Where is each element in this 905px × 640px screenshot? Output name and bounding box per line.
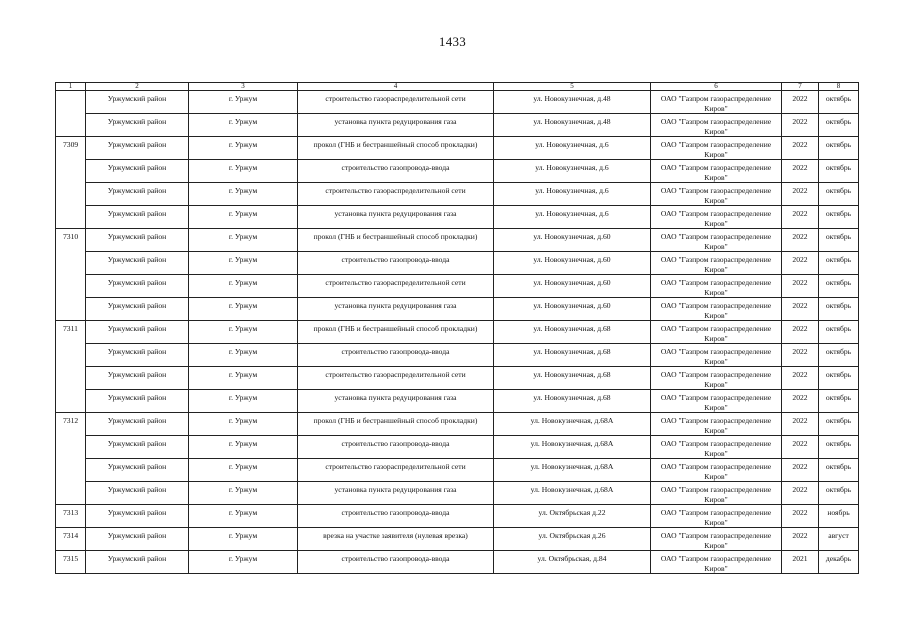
organization-cell — [651, 298, 782, 321]
month-cell: октябрь — [819, 137, 859, 160]
row-id-cell — [56, 91, 86, 114]
organization-line: ОАО "Газпром газораспределение — [660, 117, 772, 126]
column-number: 8 — [819, 83, 859, 91]
organization-line: Киров" — [704, 264, 728, 274]
address-cell: ул. Новокузнечная, д.68А — [494, 482, 651, 505]
table-row — [56, 183, 859, 206]
row-id-cell — [56, 298, 86, 321]
work-type-cell: строительство газораспределительной сети — [298, 459, 494, 482]
organization-line: Киров" — [704, 126, 728, 136]
address-cell: ул. Новокузнечная, д.6 — [494, 160, 651, 183]
table-row — [56, 298, 859, 321]
organization-line: Киров" — [704, 218, 728, 228]
town-cell: г. Уржум — [189, 91, 298, 114]
organization-line: Киров" — [704, 103, 728, 113]
table-row — [56, 367, 859, 390]
month-cell: октябрь — [819, 275, 859, 298]
district-cell: Уржумский район — [86, 183, 189, 206]
work-type-cell: установка пункта редуцирования газа — [298, 206, 494, 229]
row-id-cell: 7309 — [56, 137, 86, 160]
address-cell: ул. Новокузнечная, д.60 — [494, 275, 651, 298]
row-id-cell: 7310 — [56, 229, 86, 252]
organization-cell — [651, 183, 782, 206]
organization-cell — [651, 252, 782, 275]
district-cell: Уржумский район — [86, 459, 189, 482]
address-cell: ул. Октябрьская, д.84 — [494, 551, 651, 574]
address-cell: ул. Новокузнечная, д.68А — [494, 413, 651, 436]
table-row — [56, 551, 859, 574]
organization-line: ОАО "Газпром газораспределение — [660, 255, 772, 264]
organization-cell — [651, 137, 782, 160]
column-number: 6 — [651, 83, 782, 91]
month-cell: ноябрь — [819, 505, 859, 528]
organization-line: Киров" — [704, 310, 728, 320]
address-cell: ул. Новокузнечная, д.68 — [494, 344, 651, 367]
organization-line: ОАО "Газпром газораспределение — [660, 485, 772, 494]
year-cell: 2022 — [782, 459, 819, 482]
district-cell: Уржумский район — [86, 114, 189, 137]
address-cell: ул. Новокузнечная, д.68 — [494, 390, 651, 413]
organization-line: ОАО "Газпром газораспределение — [660, 94, 772, 103]
address-cell: ул. Октябрьская д.26 — [494, 528, 651, 551]
organization-line: ОАО "Газпром газораспределение — [660, 278, 772, 287]
column-number: 3 — [189, 83, 298, 91]
month-cell: октябрь — [819, 298, 859, 321]
table-row — [56, 160, 859, 183]
address-cell: ул. Новокузнечная, д.6 — [494, 183, 651, 206]
row-id-cell — [56, 344, 86, 367]
year-cell: 2022 — [782, 413, 819, 436]
organization-line: ОАО "Газпром газораспределение — [660, 163, 772, 172]
row-id-cell — [56, 275, 86, 298]
organization-cell — [651, 160, 782, 183]
district-cell: Уржумский район — [86, 528, 189, 551]
work-type-cell: строительство газопровода-ввода — [298, 344, 494, 367]
district-cell: Уржумский район — [86, 252, 189, 275]
column-number: 5 — [494, 83, 651, 91]
year-cell: 2022 — [782, 436, 819, 459]
work-type-cell: прокол (ГНБ и бестраншейный способ прокладки) — [298, 321, 494, 344]
address-cell: ул. Новокузнечная, д.6 — [494, 206, 651, 229]
organization-line: ОАО "Газпром газораспределение — [660, 301, 772, 310]
district-cell: Уржумский район — [86, 390, 189, 413]
organization-cell — [651, 413, 782, 436]
organization-cell — [651, 321, 782, 344]
row-id-cell — [56, 436, 86, 459]
organization-cell — [651, 551, 782, 574]
year-cell: 2021 — [782, 551, 819, 574]
row-id-cell — [56, 160, 86, 183]
organization-line: ОАО "Газпром газораспределение — [660, 232, 772, 241]
column-number: 2 — [86, 83, 189, 91]
month-cell: октябрь — [819, 229, 859, 252]
year-cell: 2022 — [782, 91, 819, 114]
row-id-cell — [56, 252, 86, 275]
work-type-cell: прокол (ГНБ и бестраншейный способ прокладки) — [298, 229, 494, 252]
organization-cell — [651, 505, 782, 528]
row-id-cell — [56, 183, 86, 206]
work-type-cell: строительство газопровода-ввода — [298, 551, 494, 574]
organization-line: Киров" — [704, 448, 728, 458]
organization-line: Киров" — [704, 356, 728, 366]
district-cell: Уржумский район — [86, 137, 189, 160]
organization-cell — [651, 344, 782, 367]
district-cell: Уржумский район — [86, 482, 189, 505]
organization-line: Киров" — [704, 195, 728, 205]
organization-line: Киров" — [704, 540, 728, 550]
table-row — [56, 436, 859, 459]
organization-cell — [651, 390, 782, 413]
organization-line: ОАО "Газпром газораспределение — [660, 393, 772, 402]
organization-cell — [651, 436, 782, 459]
month-cell: октябрь — [819, 206, 859, 229]
year-cell: 2022 — [782, 229, 819, 252]
town-cell: г. Уржум — [189, 298, 298, 321]
year-cell: 2022 — [782, 298, 819, 321]
town-cell: г. Уржум — [189, 275, 298, 298]
column-number: 1 — [56, 83, 86, 91]
district-cell: Уржумский район — [86, 367, 189, 390]
table-row — [56, 459, 859, 482]
address-cell: ул. Новокузнечная, д.60 — [494, 252, 651, 275]
organization-line: Киров" — [704, 402, 728, 412]
work-type-cell: установка пункта редуцирования газа — [298, 482, 494, 505]
district-cell: Уржумский район — [86, 505, 189, 528]
address-cell: ул. Новокузнечная, д.68А — [494, 459, 651, 482]
address-cell: ул. Новокузнечная, д.60 — [494, 298, 651, 321]
table-row — [56, 275, 859, 298]
month-cell: октябрь — [819, 367, 859, 390]
organization-line: Киров" — [704, 333, 728, 343]
town-cell: г. Уржум — [189, 459, 298, 482]
town-cell: г. Уржум — [189, 183, 298, 206]
year-cell: 2022 — [782, 114, 819, 137]
organization-line: ОАО "Газпром газораспределение — [660, 370, 772, 379]
organization-line: ОАО "Газпром газораспределение — [660, 554, 772, 563]
organization-line: ОАО "Газпром газораспределение — [660, 140, 772, 149]
organization-line: ОАО "Газпром газораспределение — [660, 462, 772, 471]
organization-line: Киров" — [704, 517, 728, 527]
town-cell: г. Уржум — [189, 229, 298, 252]
row-id-cell: 7315 — [56, 551, 86, 574]
month-cell: октябрь — [819, 413, 859, 436]
district-cell: Уржумский район — [86, 275, 189, 298]
address-cell: ул. Новокузнечная, д.68 — [494, 367, 651, 390]
month-cell: август — [819, 528, 859, 551]
organization-cell — [651, 459, 782, 482]
organization-line: Киров" — [704, 425, 728, 435]
organization-line: Киров" — [704, 172, 728, 182]
year-cell: 2022 — [782, 183, 819, 206]
address-cell: ул. Новокузнечная, д.60 — [494, 229, 651, 252]
year-cell: 2022 — [782, 528, 819, 551]
year-cell: 2022 — [782, 137, 819, 160]
row-id-cell — [56, 482, 86, 505]
organization-line: ОАО "Газпром газораспределение — [660, 209, 772, 218]
organization-line: Киров" — [704, 241, 728, 251]
town-cell: г. Уржум — [189, 505, 298, 528]
year-cell: 2022 — [782, 160, 819, 183]
address-cell: ул. Новокузнечная, д.68А — [494, 436, 651, 459]
year-cell: 2022 — [782, 275, 819, 298]
column-number: 4 — [298, 83, 494, 91]
row-id-cell — [56, 206, 86, 229]
town-cell: г. Уржум — [189, 252, 298, 275]
row-id-cell: 7314 — [56, 528, 86, 551]
year-cell: 2022 — [782, 505, 819, 528]
year-cell: 2022 — [782, 367, 819, 390]
year-cell: 2022 — [782, 206, 819, 229]
organization-line: ОАО "Газпром газораспределение — [660, 324, 772, 333]
month-cell: октябрь — [819, 344, 859, 367]
table-row — [56, 229, 859, 252]
month-cell: октябрь — [819, 436, 859, 459]
organization-line: Киров" — [704, 471, 728, 481]
town-cell: г. Уржум — [189, 206, 298, 229]
month-cell: октябрь — [819, 91, 859, 114]
work-type-cell: строительство газопровода-ввода — [298, 252, 494, 275]
month-cell: декабрь — [819, 551, 859, 574]
organization-cell — [651, 206, 782, 229]
table-row — [56, 137, 859, 160]
district-cell: Уржумский район — [86, 436, 189, 459]
organization-line: Киров" — [704, 494, 728, 504]
year-cell: 2022 — [782, 344, 819, 367]
month-cell: октябрь — [819, 482, 859, 505]
town-cell: г. Уржум — [189, 114, 298, 137]
town-cell: г. Уржум — [189, 413, 298, 436]
table-row — [56, 528, 859, 551]
row-id-cell — [56, 459, 86, 482]
row-id-cell: 7311 — [56, 321, 86, 344]
month-cell: октябрь — [819, 160, 859, 183]
table-row — [56, 482, 859, 505]
town-cell: г. Уржум — [189, 367, 298, 390]
district-cell: Уржумский район — [86, 551, 189, 574]
district-cell: Уржумский район — [86, 91, 189, 114]
month-cell: октябрь — [819, 252, 859, 275]
table-row — [56, 252, 859, 275]
row-id-cell — [56, 390, 86, 413]
table-row — [56, 390, 859, 413]
organization-line: Киров" — [704, 379, 728, 389]
work-type-cell: строительство газораспределительной сети — [298, 183, 494, 206]
organization-cell — [651, 367, 782, 390]
town-cell: г. Уржум — [189, 551, 298, 574]
district-cell: Уржумский район — [86, 160, 189, 183]
town-cell: г. Уржум — [189, 390, 298, 413]
work-type-cell: строительство газораспределительной сети — [298, 91, 494, 114]
work-type-cell: установка пункта редуцирования газа — [298, 114, 494, 137]
year-cell: 2022 — [782, 482, 819, 505]
organization-cell — [651, 482, 782, 505]
organization-cell — [651, 229, 782, 252]
table-row — [56, 505, 859, 528]
row-id-cell — [56, 367, 86, 390]
work-type-cell: строительство газопровода-ввода — [298, 505, 494, 528]
works-table — [55, 82, 859, 574]
month-cell: октябрь — [819, 390, 859, 413]
district-cell: Уржумский район — [86, 229, 189, 252]
table-row — [56, 413, 859, 436]
address-cell: ул. Новокузнечная, д.48 — [494, 91, 651, 114]
table-body — [56, 83, 859, 574]
column-number-row — [56, 83, 859, 91]
organization-line: ОАО "Газпром газораспределение — [660, 347, 772, 356]
address-cell: ул. Новокузнечная, д.6 — [494, 137, 651, 160]
organization-line: ОАО "Газпром газораспределение — [660, 439, 772, 448]
district-cell: Уржумский район — [86, 206, 189, 229]
town-cell: г. Уржум — [189, 344, 298, 367]
organization-cell — [651, 114, 782, 137]
table-row — [56, 91, 859, 114]
work-type-cell: строительство газораспределительной сети — [298, 367, 494, 390]
organization-line: Киров" — [704, 287, 728, 297]
row-id-cell: 7313 — [56, 505, 86, 528]
town-cell: г. Уржум — [189, 528, 298, 551]
organization-line: ОАО "Газпром газораспределение — [660, 508, 772, 517]
page-number: 1433 — [438, 34, 467, 49]
organization-line: ОАО "Газпром газораспределение — [660, 531, 772, 540]
month-cell: октябрь — [819, 459, 859, 482]
district-cell: Уржумский район — [86, 344, 189, 367]
work-type-cell: строительство газораспределительной сети — [298, 275, 494, 298]
town-cell: г. Уржум — [189, 482, 298, 505]
district-cell: Уржумский район — [86, 298, 189, 321]
work-type-cell: строительство газопровода-ввода — [298, 436, 494, 459]
address-cell: ул. Новокузнечная, д.68 — [494, 321, 651, 344]
table-row — [56, 206, 859, 229]
organization-cell — [651, 528, 782, 551]
address-cell: ул. Октябрьская д.22 — [494, 505, 651, 528]
organization-line: Киров" — [704, 563, 728, 573]
town-cell: г. Уржум — [189, 137, 298, 160]
month-cell: октябрь — [819, 183, 859, 206]
work-type-cell: прокол (ГНБ и бестраншейный способ прокладки) — [298, 413, 494, 436]
year-cell: 2022 — [782, 321, 819, 344]
organization-cell — [651, 275, 782, 298]
town-cell: г. Уржум — [189, 436, 298, 459]
year-cell: 2022 — [782, 390, 819, 413]
row-id-cell — [56, 114, 86, 137]
month-cell: октябрь — [819, 321, 859, 344]
town-cell: г. Уржум — [189, 321, 298, 344]
district-cell: Уржумский район — [86, 413, 189, 436]
table-row — [56, 344, 859, 367]
district-cell: Уржумский район — [86, 321, 189, 344]
column-number: 7 — [782, 83, 819, 91]
organization-cell — [651, 91, 782, 114]
table-row — [56, 321, 859, 344]
work-type-cell: прокол (ГНБ и бестраншейный способ прокладки) — [298, 137, 494, 160]
organization-line: Киров" — [704, 149, 728, 159]
month-cell: октябрь — [819, 114, 859, 137]
table-row — [56, 114, 859, 137]
work-type-cell: установка пункта редуцирования газа — [298, 298, 494, 321]
work-type-cell: врезка на участке заявителя (нулевая врезка) — [298, 528, 494, 551]
town-cell: г. Уржум — [189, 160, 298, 183]
row-id-cell: 7312 — [56, 413, 86, 436]
work-type-cell: установка пункта редуцирования газа — [298, 390, 494, 413]
work-type-cell: строительство газопровода-ввода — [298, 160, 494, 183]
organization-line: ОАО "Газпром газораспределение — [660, 416, 772, 425]
year-cell: 2022 — [782, 252, 819, 275]
address-cell: ул. Новокузнечная, д.48 — [494, 114, 651, 137]
organization-line: ОАО "Газпром газораспределение — [660, 186, 772, 195]
